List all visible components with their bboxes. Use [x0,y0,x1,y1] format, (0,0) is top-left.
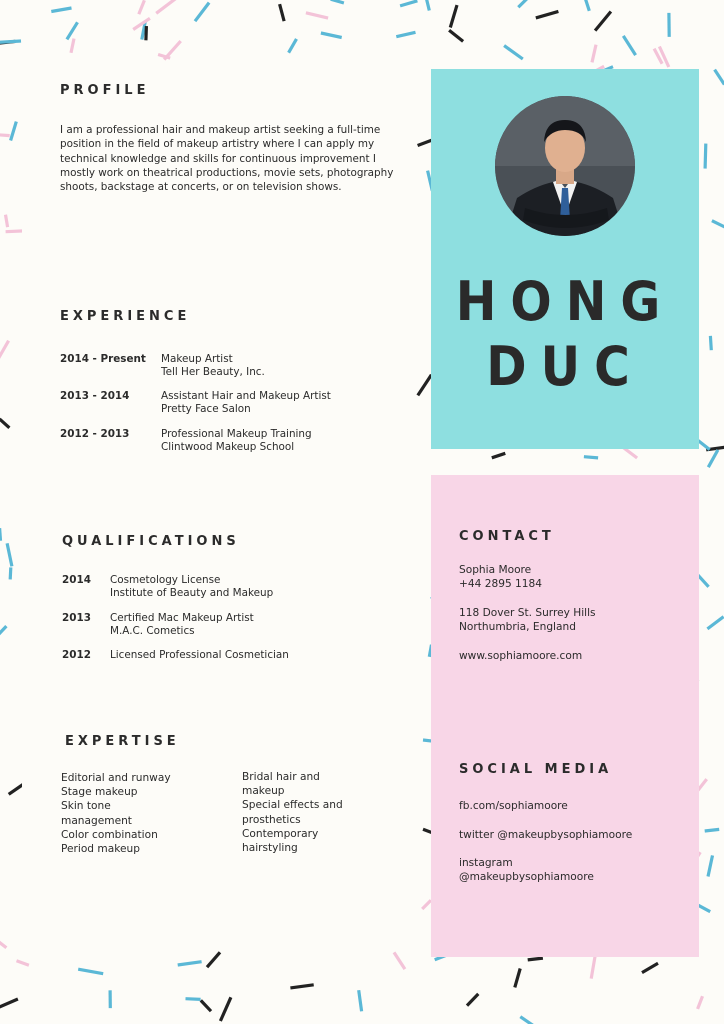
list-item: Skin tone [61,800,111,813]
confetti-dash [146,26,147,40]
confetti-dash [10,567,11,579]
confetti-dash [321,33,342,38]
confetti-dash [583,0,590,11]
address-line: 118 Dover St. Surrey Hills [459,607,596,619]
qualification-title: Certified Mac Makeup Artist [110,612,254,624]
confetti-dash [280,4,285,21]
confetti-dash [504,46,523,59]
confetti-dash [450,5,457,27]
list-item: Editorial and runway [61,772,171,784]
confetti-dash [708,855,713,876]
confetti-dash [708,450,718,467]
confetti-dash [710,336,711,350]
confetti-dash [67,22,78,39]
list-item: management [61,814,132,827]
experience-date: 2014 - Present [60,353,146,365]
confetti-dash [71,39,74,53]
confetti-dash [11,122,17,141]
confetti-dash [422,900,431,909]
instagram-handle: @makeupbysophiamoore [459,871,594,884]
confetti-dash [624,448,637,458]
confetti-dash [17,961,29,965]
social-facebook[interactable]: fb.com/sophiamoore [459,800,568,812]
contact-person [459,563,542,591]
confetti-dash [396,32,415,36]
confetti-dash [707,617,723,629]
qualification-details [110,612,254,637]
qualification-place: M.A.C. Cometics [110,624,195,637]
qualification-year: 2013 [62,612,91,624]
experience-date: 2013 - 2014 [60,390,130,402]
confetti-dash [518,0,530,7]
confetti-dash [515,969,520,988]
qualification-title: Licensed Professional Cosmetician [110,649,289,661]
confetti-dash [394,952,405,969]
left-panel [22,68,415,945]
confetti-dash [0,938,6,948]
confetti-dash [642,963,658,972]
qualification-details [110,574,273,599]
list-item: Period makeup [61,843,140,856]
confetti-dash [306,13,328,18]
confetti-dash [705,829,720,831]
confetti-dash [7,543,12,566]
profile-text: I am a professional hair and makeup artist seeking a full-time position in the field of makeup artistry where I can apply my technical knowledge and skills for continuous improvement I mostly work on theatrical productions, movie sets, photography shoots, backstage at concerts, or on television shows. [60,124,394,194]
confetti-dash [595,12,611,31]
qualification-details [110,649,289,662]
confetti-dash [6,215,8,227]
address-line: Northumbria, England [459,621,576,634]
confetti-dash [178,962,202,965]
confetti-dash [0,134,10,135]
confetti-dash [0,626,6,637]
confetti-dash [201,1000,211,1011]
instagram-label: instagram [459,857,513,869]
contact-heading: CONTACT [459,529,555,544]
confetti-dash [290,985,313,988]
qualification-year: 2012 [62,649,91,661]
experience-details [161,428,312,453]
confetti-dash [449,30,463,41]
experience-place: Pretty Face Salon [161,402,251,415]
confetti-dash [289,39,297,53]
confetti-dash [220,997,231,1021]
expertise-heading: EXPERTISE [65,734,180,749]
confetti-dash [78,969,103,974]
list-item: makeup [242,785,285,798]
confetti-dash [536,11,559,18]
experience-heading: EXPERIENCE [60,309,191,324]
contact-panel [431,475,699,957]
confetti-dash [705,144,706,169]
confetti-dash [425,0,429,11]
confetti-dash [331,0,344,3]
confetti-dash [467,994,478,1006]
confetti-dash [418,375,432,396]
confetti-dash [195,3,209,22]
confetti-dash [591,957,595,979]
person-icon [495,96,635,236]
portrait-photo [495,96,635,236]
experience-role: Professional Makeup Training [161,428,312,440]
confetti-dash [0,999,18,1009]
experience-date: 2012 - 2013 [60,428,130,440]
confetti-dash [623,36,635,55]
confetti-dash [715,70,724,85]
confetti-dash [528,958,543,960]
contact-website[interactable]: www.sophiamoore.com [459,650,583,662]
list-item: Special effects and [242,799,343,812]
experience-role: Assistant Hair and Makeup Artist [161,390,331,402]
experience-place: Tell Her Beauty, Inc. [161,365,265,378]
list-item: Contemporary [242,827,319,840]
confetti-dash [0,41,21,42]
qualification-place: Institute of Beauty and Makeup [110,586,274,599]
experience-role: Makeup Artist [161,353,233,365]
confetti-dash [164,41,181,60]
experience-place: Clintwood Makeup School [161,440,295,453]
expertise-list-left [61,771,171,856]
confetti-dash [592,45,596,63]
experience-details [161,390,331,415]
list-item: Color combination [61,828,158,841]
confetti-dash [0,341,9,363]
confetti-dash [698,996,703,1009]
confetti-dash [51,8,71,12]
confetti-dash [207,952,220,967]
social-heading: SOCIAL MEDIA [459,762,613,777]
list-item: Stage makeup [61,786,138,799]
name-first: HONG [455,270,675,333]
expertise-list-right [242,770,343,855]
profile-heading: PROFILE [60,83,150,98]
confetti-dash [520,1017,541,1024]
social-instagram[interactable] [459,856,594,884]
confetti-dash [584,457,598,458]
confetti-dash [359,990,362,1011]
confetti-dash [186,999,201,1000]
name-last: DUC [486,335,644,398]
list-item: hairstyling [242,842,298,855]
contact-name: Sophia Moore [459,564,532,576]
qualifications-heading: QUALIFICATIONS [62,534,240,549]
confetti-dash [492,453,506,458]
contact-address [459,606,596,634]
confetti-dash [139,0,145,14]
qualification-year: 2014 [62,574,91,586]
qualification-title: Cosmetology License [110,574,221,586]
confetti-dash [400,1,417,6]
list-item: Bridal hair and [242,771,320,783]
social-twitter[interactable]: twitter @makeupbysophiamoore [459,829,633,841]
name-panel [431,69,699,449]
confetti-dash [156,0,176,13]
confetti-dash [712,221,724,230]
experience-details [161,353,265,378]
contact-phone[interactable]: +44 2895 1184 [459,578,543,591]
list-item: prosthetics [242,813,301,826]
confetti-dash [0,419,9,428]
